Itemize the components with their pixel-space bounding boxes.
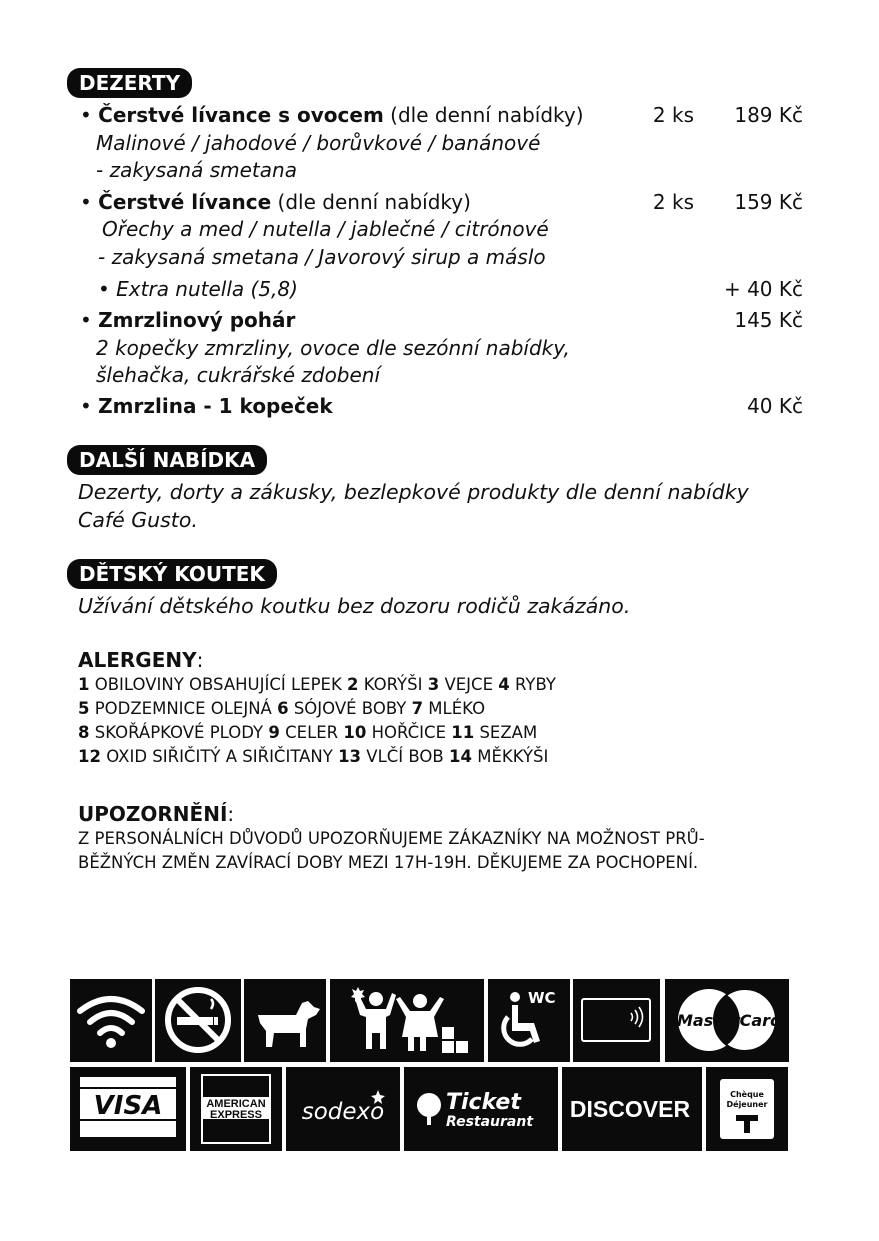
item-price: 145 Kč (734, 308, 803, 332)
amex-label-2: EXPRESS (210, 1109, 262, 1121)
upozorneni-text: Z PERSONÁLNÍCH DŮVODŮ UPOZORŇUJEME ZÁKAZNÍKY NA MOŽNOST PRŮ- (78, 829, 705, 848)
allergen-number: 11 (451, 723, 475, 742)
allergen-number: 3 (427, 675, 440, 694)
item-note: (dle denní nabídky) (271, 190, 471, 214)
allergen-number: 14 (449, 747, 472, 766)
item-desc: Ořechy a med / nutella / jablečné / citrónové (102, 217, 549, 241)
allergen-label: SEZAM (474, 723, 538, 742)
allergen-number: 12 (78, 747, 101, 766)
allergen-line (78, 745, 548, 768)
ticket-label-1: Ticket (446, 1090, 521, 1115)
allergen-label: CELER (279, 723, 344, 742)
dog-icon (244, 979, 326, 1062)
allergen-number: 4 (498, 675, 510, 694)
allergen-number: 13 (338, 747, 362, 766)
contactless-card-icon (573, 979, 660, 1062)
dalsi-text: Dezerty, dorty a zákusky, bezlepkové produkty dle denní nabídky (78, 480, 749, 504)
allergen-number: 6 (277, 699, 289, 718)
upozorneni-text: BĚŽNÝCH ZMĚN ZAVÍRACÍ DOBY MEZI 17H-19H. DĚKUJEME ZA POCHOPENÍ. (78, 853, 699, 872)
allergen-label: SKOŘÁPKOVÉ PLODY (89, 723, 269, 742)
allergen-label: RYBY (509, 675, 556, 694)
discover-icon (562, 1067, 702, 1151)
allergen-number: 9 (268, 723, 280, 742)
item-price: 189 Kč (734, 103, 803, 127)
allergen-line (78, 721, 537, 744)
detsky-text: Užívání dětského koutku bez dozoru rodičů zakázáno. (78, 594, 631, 618)
menu-item: • Zmrzlina - 1 kopeček (80, 394, 333, 418)
item-price: 40 Kč (747, 394, 803, 418)
alergeny-title: ALERGENY: (78, 648, 204, 672)
section-detsky-koutek: DĚTSKÝ KOUTEK (67, 559, 277, 589)
upozorneni-title: UPOZORNĚNÍ: (78, 802, 235, 826)
allergen-line (78, 673, 556, 696)
allergen-label: PODZEMNICE OLEJNÁ (89, 699, 278, 718)
sodexo-icon (286, 1067, 400, 1151)
item-name: Čerstvé lívance s ovocem (98, 103, 384, 127)
wheelchair-wc-icon (488, 979, 570, 1062)
allergen-label: VLČÍ BOB (361, 747, 449, 766)
allergen-number: 2 (347, 675, 359, 694)
cheque-dejeuner-icon (706, 1067, 788, 1151)
section-dalsi-nabidka: DALŠÍ NABÍDKA (67, 445, 267, 475)
kids-corner-icon (330, 979, 484, 1062)
ticket-restaurant-icon (404, 1067, 558, 1151)
amex-label-1: AMERICAN (206, 1098, 266, 1110)
allergen-label: VEJCE (439, 675, 499, 694)
allergen-label: MĚKKÝŠI (471, 747, 549, 766)
cheque-label-1: Chèque (730, 1090, 764, 1099)
allergen-number: 1 (78, 675, 90, 694)
section-dezerty: DEZERTY (67, 68, 192, 98)
item-name: Zmrzlina - 1 kopeček (98, 394, 333, 418)
allergen-number: 8 (78, 723, 90, 742)
sodexo-label: sodexo (301, 1099, 385, 1125)
item-desc: šlehačka, cukrářské zdobení (96, 363, 381, 387)
menu-item: • Zmrzlinový pohár (80, 308, 296, 332)
item-desc: 2 kopečky zmrzliny, ovoce dle sezónní nabídky, (96, 336, 570, 360)
ticket-label-2: Restaurant (446, 1114, 534, 1130)
mastercard-icon (665, 979, 789, 1062)
menu-item: • Čerstvé lívance (dle denní nabídky) (80, 190, 471, 214)
allergen-number: 10 (343, 723, 367, 742)
allergen-line (78, 697, 485, 720)
allergen-label: OBILOVINY OBSAHUJÍCÍ LEPEK (89, 675, 348, 694)
wifi-icon (70, 979, 152, 1062)
no-smoking-icon (155, 979, 241, 1062)
item-name: Zmrzlinový pohár (98, 308, 296, 332)
allergen-label: SÓJOVÉ BOBY (288, 699, 412, 718)
allergen-label: KORÝŠI (358, 675, 428, 694)
item-qty: 2 ks (652, 190, 694, 214)
wc-label: WC (528, 989, 556, 1007)
item-desc: Malinové / jahodové / borůvkové / banánové (96, 131, 541, 155)
discover-label: DISCOVER (569, 1096, 691, 1122)
allergen-number: 7 (411, 699, 424, 718)
allergen-label: OXID SIŘIČITÝ A SIŘIČITANY (100, 747, 339, 766)
dalsi-text: Café Gusto. (78, 508, 198, 532)
visa-icon (70, 1067, 186, 1151)
item-price: 159 Kč (734, 190, 803, 214)
item-price: + 40 Kč (723, 277, 803, 301)
item-desc: - zakysaná smetana (96, 158, 297, 182)
mastercard-label: MasterCard (677, 1011, 782, 1030)
visa-label: VISA (93, 1091, 163, 1121)
allergen-label: MLÉKO (423, 699, 486, 718)
allergen-label: HOŘČICE (366, 723, 452, 742)
item-extra: • Extra nutella (5,8) (98, 277, 298, 301)
american-express-icon (190, 1067, 282, 1151)
cheque-label-2: Déjeuner (726, 1100, 768, 1109)
item-note: (dle denní nabídky) (383, 103, 584, 127)
menu-item: • Čerstvé lívance s ovocem (dle denní nabídky) (80, 103, 584, 127)
allergen-number: 5 (78, 699, 90, 718)
item-qty: 2 ks (652, 103, 694, 127)
item-desc: - zakysaná smetana / Javorový sirup a máslo (98, 245, 546, 269)
item-name: Čerstvé lívance (98, 190, 272, 214)
